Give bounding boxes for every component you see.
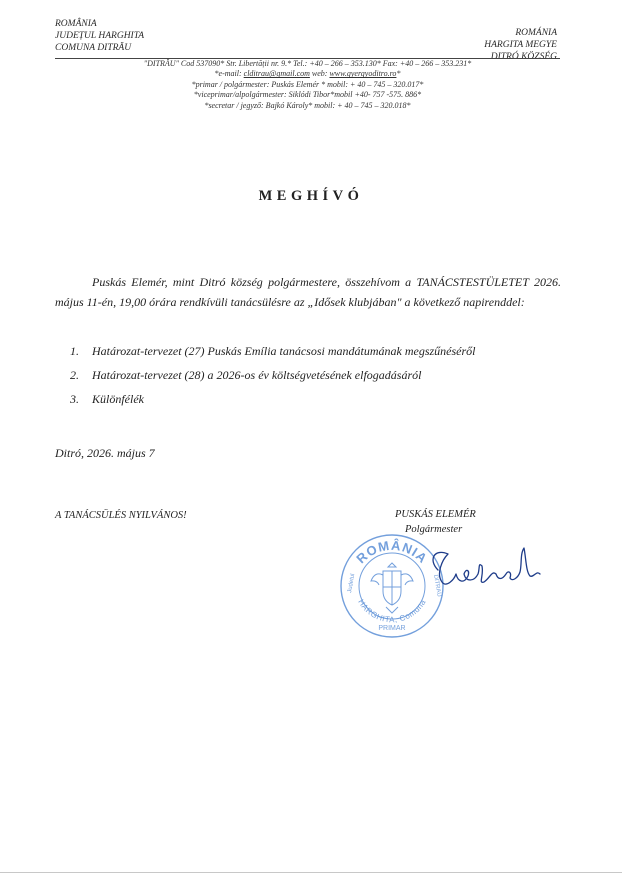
signatory-title: Polgármester [405, 524, 463, 535]
invitation-body: Puskás Elemér, mint Ditró község polgármestere, összehívom a TANÁCSTESTÜLETET 2026. május 11-én, 19,00 órára rendkívüli tanácsülésre az „Idősek klubjában" a következő napirenddel: [55, 275, 561, 309]
contact-email-web-line [55, 69, 560, 79]
agenda-text: Különfélék [92, 392, 144, 406]
agenda-list [70, 341, 550, 413]
handwritten-signature-icon [420, 530, 560, 600]
header-left-line: JUDEȚUL HARGHITA [55, 31, 145, 41]
stamp-top-text: ROMÂNIA [353, 537, 431, 567]
web-suffix: * [396, 69, 401, 79]
contact-address-line: "DITRĂU" Cod 537090* Str. Libertății nr. 9.* Tel.: +40 – 266 – 353.130* Fax: +40 – 266 – 353.231* [143, 59, 472, 68]
web-label: web: [309, 69, 330, 79]
contact-block [55, 59, 560, 111]
email-label: *e-mail: [214, 69, 244, 79]
stamp-left-text: Judetul [347, 573, 357, 594]
web-link[interactable]: www.gyergyoditro.ro [329, 69, 397, 79]
agenda-item [70, 389, 550, 413]
date-place-line: Ditró, 2026. május 7 [55, 446, 155, 460]
contact-mayor-line: *primar / polgármester: Puskás Elemér * mobil: + 40 – 745 – 320.017* [191, 79, 424, 89]
agenda-number: 2. [70, 368, 79, 382]
header-left-line: COMUNA DITRĂU [55, 43, 132, 53]
header-left-line: ROMÂNIA [55, 19, 97, 29]
agenda-number: 3. [70, 392, 79, 406]
agenda-text: Határozat-tervezet (28) a 2026-os év költségvetésének elfogadásáról [92, 368, 422, 382]
header-right-line: HARGITA MEGYE [484, 40, 557, 50]
contact-vicemayor-line: *viceprimar/alpolgármester: Siklódi Tibor*mobil +40- 757 -575. 886* [193, 90, 422, 100]
coat-of-arms-icon [371, 563, 413, 613]
agenda-item [70, 341, 550, 365]
signatory-name: PUSKÁS ELEMÉR [395, 509, 476, 520]
agenda-number: 1. [70, 344, 79, 358]
document-title: MEGHÍVÓ [258, 188, 364, 204]
agenda-text: Határozat-tervezet (27) Puskás Emília tanácsosi mandátumának megszűnéséről [92, 344, 476, 358]
agenda-item [70, 365, 550, 389]
stamp-right-text: DITRAU [432, 574, 442, 598]
footer-divider [0, 872, 622, 873]
header-romanian [55, 18, 144, 54]
email-link[interactable]: clditrau@gmail.com [243, 69, 310, 79]
header-right-line: ROMÁNIA [515, 28, 557, 38]
header-right-line: DITRÓ KÖZSÉG [490, 52, 557, 62]
contact-secretary-line: *secretar / jegyző: Bajkó Károly* mobil: + 40 – 745 – 320.018* [204, 100, 411, 110]
stamp-center-text: PRIMAR [378, 625, 406, 632]
public-notice: A TANÁCSÜLÉS NYILVÁNOS! [55, 510, 187, 521]
stamp-bottom-text: HARGHITA, Comuna [356, 597, 428, 625]
